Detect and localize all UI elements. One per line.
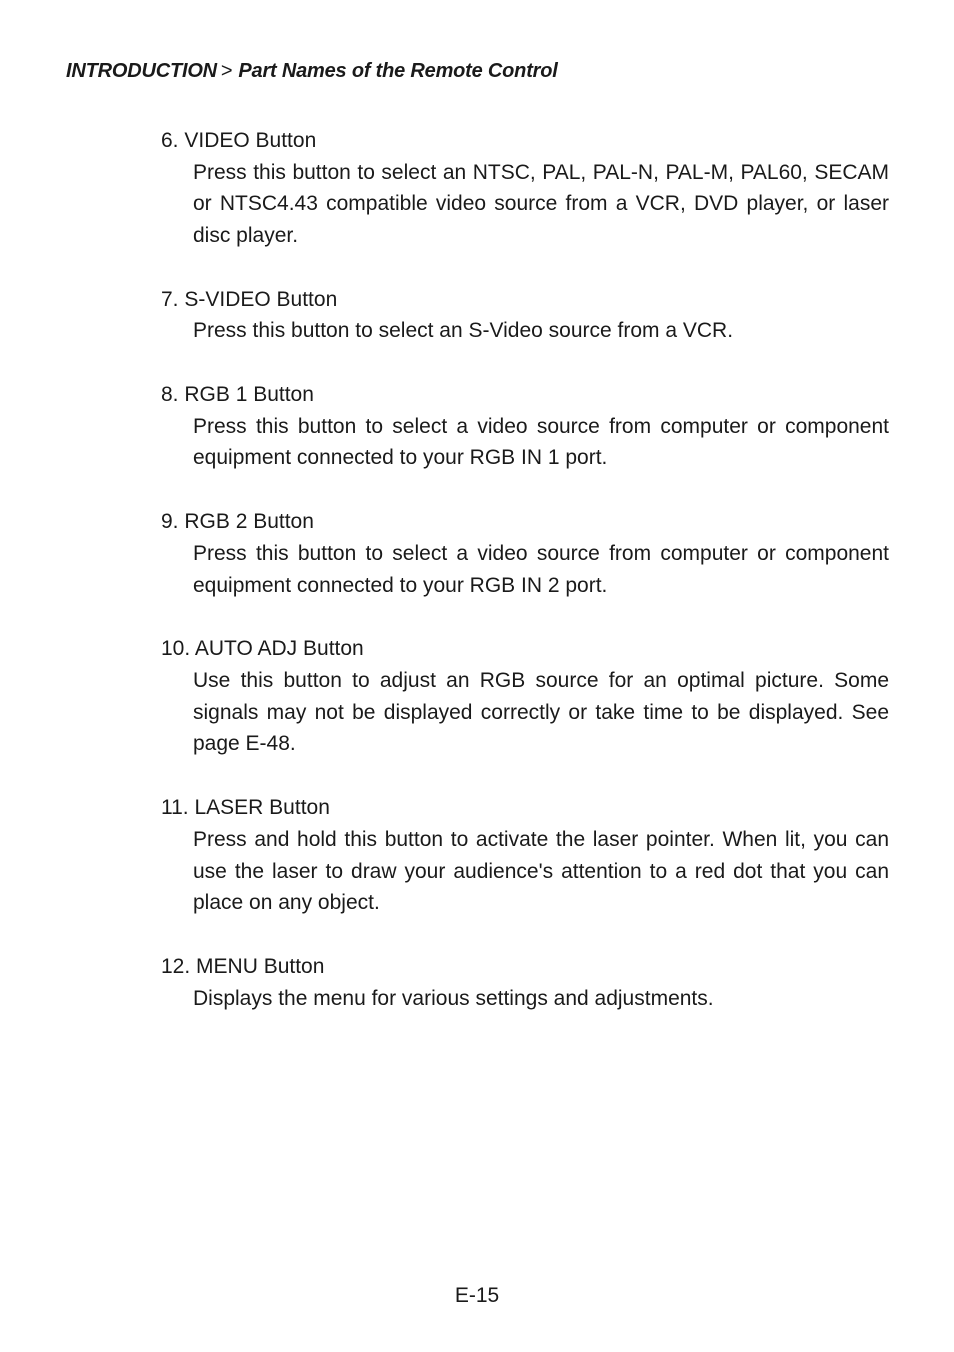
item-title: 8. RGB 1 Button [161,383,314,407]
button-description-list [161,125,889,1046]
list-item-rgb-1 [161,379,889,474]
item-description: Press this button to select a video source from computer or component equipment connected to your RGB IN 1 port. [193,414,889,470]
list-item-rgb-2 [161,506,889,601]
page-header [66,60,558,83]
list-item-auto-adj [161,633,889,760]
page-number: E-15 [454,1284,500,1307]
header-title: Part Names of the Remote Control [238,60,558,82]
item-title: 11. LASER Button [161,796,330,820]
item-description: Displays the menu for various settings and adjustments. [193,986,714,1010]
list-item-video [161,125,889,252]
item-title: 10. AUTO ADJ Button [161,637,364,661]
item-description: Press and hold this button to activate the laser pointer. When lit, you can use the laser to draw your audience's attention to a red dot that you can place on any object. [193,827,889,915]
item-description: Press this button to select an NTSC, PAL, PAL-N, PAL-M, PAL60, SECAM or NTSC4.43 compatible video source from a VCR, DVD player, or laser disc player. [193,160,889,248]
item-description: Press this button to select a video source from computer or component equipment connected to your RGB IN 2 port. [193,541,889,597]
item-title: 12. MENU Button [161,955,325,979]
item-title: 9. RGB 2 Button [161,510,314,534]
list-item-laser [161,792,889,919]
list-item-menu [161,951,889,1014]
header-separator: > [220,60,233,82]
header-section: INTRODUCTION [66,60,217,82]
item-description: Press this button to select an S-Video source from a VCR. [193,319,734,343]
item-title: 6. VIDEO Button [161,129,317,152]
item-description: Use this button to adjust an RGB source for an optimal picture. Some signals may not be displayed correctly or take time to be displayed. See page E-48. [193,668,889,756]
list-item-s-video [161,284,889,347]
item-title: 7. S-VIDEO Button [161,287,338,311]
